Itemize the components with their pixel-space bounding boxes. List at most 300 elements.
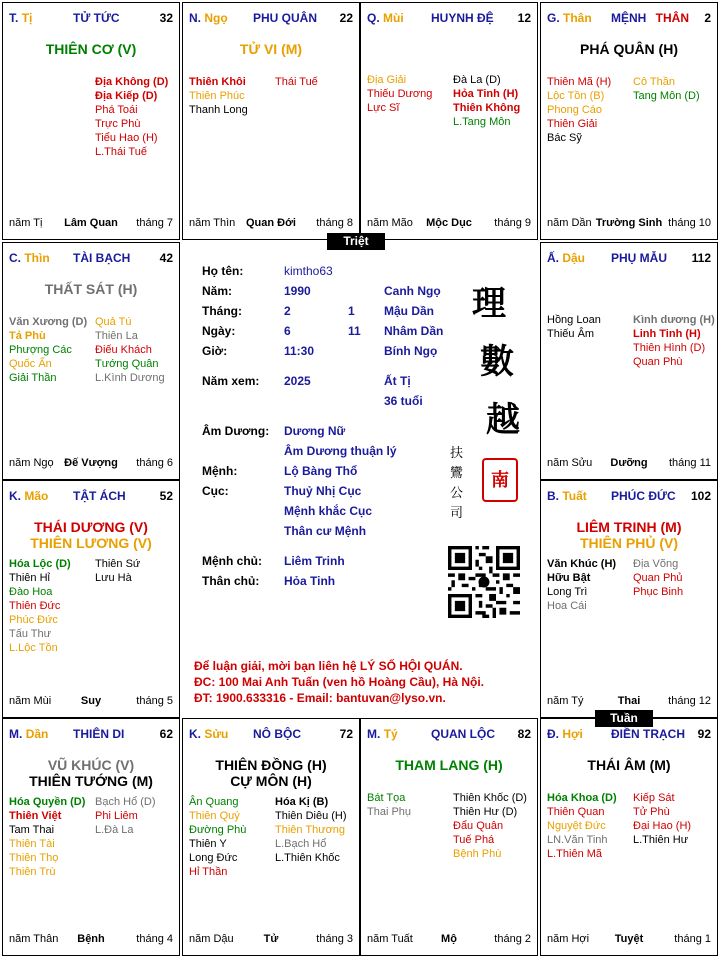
minor-star: Thiên Sứ bbox=[95, 558, 141, 570]
minor-star: Quan Phủ bbox=[633, 572, 683, 584]
main-star: THIÊN ĐỒNG (H) bbox=[215, 757, 327, 773]
tuan-tag: Tuần bbox=[595, 710, 653, 727]
month-label: tháng 9 bbox=[494, 217, 531, 229]
cuc-note-2: Thân cư Mệnh bbox=[284, 524, 367, 538]
trang-sinh: Đế Vượng bbox=[64, 457, 118, 469]
palace-footer bbox=[189, 933, 353, 947]
palace-footer bbox=[9, 217, 173, 231]
palace-name: MỆNH bbox=[611, 11, 647, 25]
trang-sinh: Dưỡng bbox=[610, 457, 648, 469]
month-label: tháng 7 bbox=[136, 217, 173, 229]
minor-star: Phong Cáo bbox=[547, 104, 603, 116]
minor-star: Lưu Hà bbox=[95, 572, 132, 584]
minor-star: Thiên Mã (H) bbox=[547, 76, 612, 88]
year-label: năm Ngọ bbox=[9, 457, 54, 469]
palace-name: PHÚC ĐỨC bbox=[611, 489, 676, 503]
palace-ti[interactable] bbox=[2, 2, 180, 240]
main-star: THẤT SÁT (H) bbox=[44, 281, 138, 297]
palace-header bbox=[547, 727, 711, 743]
thang-label: Tháng: bbox=[202, 304, 242, 318]
minor-star: L.Bạch Hổ bbox=[275, 838, 327, 850]
minor-star: Văn Khúc (H) bbox=[547, 558, 617, 570]
ho-ten-label: Họ tên: bbox=[202, 264, 244, 278]
right-stars bbox=[633, 557, 683, 599]
calligraphy-char-1: 理 bbox=[472, 284, 506, 324]
palace-number: 82 bbox=[517, 727, 531, 741]
ngay-value: 6 bbox=[284, 324, 291, 338]
year-label: năm Dậu bbox=[189, 933, 234, 945]
month-label: tháng 2 bbox=[494, 933, 531, 945]
minor-star: Hỉ Thần bbox=[189, 866, 228, 878]
main-star: VŨ KHÚC (V) bbox=[47, 757, 135, 773]
palace-header bbox=[367, 727, 531, 743]
ngay-label: Ngày: bbox=[202, 324, 236, 338]
left-stars bbox=[367, 791, 411, 819]
minor-star: Hóa Kị (B) bbox=[275, 796, 329, 808]
month-label: tháng 10 bbox=[668, 217, 711, 229]
main-star: THIÊN TƯỚNG (M) bbox=[29, 773, 153, 789]
minor-star: Ân Quang bbox=[189, 796, 239, 808]
palace-name: TÀI BẠCH bbox=[73, 251, 131, 265]
minor-star: Phi Liêm bbox=[95, 810, 138, 822]
minor-star: Quả Tú bbox=[95, 316, 132, 328]
can-chi bbox=[367, 727, 398, 741]
can-label: M. bbox=[9, 727, 23, 741]
minor-star: Linh Tinh (H) bbox=[633, 328, 701, 340]
minor-star: Bát Tọa bbox=[367, 792, 406, 804]
minor-star: Thiên Quan bbox=[547, 806, 605, 818]
trang-sinh: Thai bbox=[617, 695, 641, 707]
main-star: THÁI DƯƠNG (V) bbox=[34, 519, 148, 535]
thang-am-lich: 1 bbox=[348, 304, 355, 318]
minor-star: Quan Phù bbox=[633, 356, 683, 368]
right-stars bbox=[633, 75, 700, 103]
center-info-panel bbox=[180, 240, 538, 718]
minor-star: Lộc Tồn (B) bbox=[547, 90, 605, 102]
year-label: năm Thìn bbox=[189, 217, 236, 229]
minor-star: Thiên Hỉ bbox=[9, 572, 50, 584]
contact-address: ĐC: 100 Mai Anh Tuấn (ven hồ Hoàng Cầu), Hà Nội. bbox=[194, 675, 485, 689]
palace-name: QUAN LỘC bbox=[431, 727, 495, 741]
minor-star: Phúc Đức bbox=[9, 614, 58, 626]
gio-can-chi: Bính Ngọ bbox=[384, 344, 438, 358]
main-stars bbox=[541, 757, 717, 773]
right-stars bbox=[453, 73, 520, 129]
palace-header bbox=[547, 11, 711, 27]
minor-star: Thiên Khốc (D) bbox=[453, 792, 527, 804]
minor-star: L.Lộc Tồn bbox=[9, 642, 58, 654]
main-star: THÁI ÂM (M) bbox=[587, 757, 671, 773]
right-stars bbox=[95, 75, 168, 159]
palace-number: 92 bbox=[697, 727, 711, 741]
minor-star: Thiên Khôi bbox=[189, 76, 246, 88]
minor-star: Phá Toái bbox=[95, 104, 138, 116]
trang-sinh: Lâm Quan bbox=[64, 217, 118, 229]
palace-footer bbox=[9, 933, 173, 947]
minor-star: Thiên Hư (D) bbox=[453, 806, 518, 818]
menh-chu-value: Liêm Trinh bbox=[284, 554, 345, 568]
minor-star: Tử Phù bbox=[633, 806, 670, 818]
can-label: K. bbox=[189, 727, 201, 741]
chi-label: Tuất bbox=[562, 489, 587, 503]
year-label: năm Thân bbox=[9, 933, 59, 945]
cuc-value: Thuỷ Nhị Cục bbox=[284, 484, 362, 498]
palace-footer bbox=[547, 457, 711, 471]
than-badge: THÂN bbox=[655, 11, 689, 25]
minor-star: Điếu Khách bbox=[95, 344, 152, 356]
chi-label: Mùi bbox=[383, 11, 404, 25]
ngay-am-lich: 11 bbox=[348, 324, 361, 338]
can-chi bbox=[9, 11, 32, 25]
trang-sinh: Tuyệt bbox=[614, 933, 644, 945]
chi-label: Thìn bbox=[24, 251, 50, 265]
main-stars bbox=[3, 757, 179, 789]
can-label: B. bbox=[547, 489, 559, 503]
minor-star: Cô Thần bbox=[633, 76, 675, 88]
left-stars bbox=[189, 75, 248, 117]
minor-star: Đẩu Quân bbox=[453, 820, 504, 832]
minor-star: L.Thiên Hư bbox=[633, 834, 689, 846]
palace-suu[interactable] bbox=[182, 718, 360, 956]
minor-star: Địa Không (D) bbox=[95, 76, 169, 88]
can-chi bbox=[189, 11, 228, 25]
minor-star: L.Thiên Khốc bbox=[275, 852, 340, 864]
minor-star: L.Tang Môn bbox=[453, 116, 511, 128]
can-chi bbox=[547, 11, 592, 25]
calligraphy-char-2: 數 bbox=[480, 342, 514, 382]
main-star: PHÁ QUÂN (H) bbox=[580, 41, 678, 57]
left-stars bbox=[547, 791, 617, 861]
main-stars bbox=[183, 757, 359, 789]
month-label: tháng 6 bbox=[136, 457, 173, 469]
palace-header bbox=[9, 489, 173, 505]
trang-sinh: Mộc Dục bbox=[426, 217, 472, 229]
palace-header bbox=[367, 11, 531, 27]
can-chi bbox=[547, 489, 587, 503]
nam-xem-label: Năm xem: bbox=[202, 374, 260, 388]
can-label: K. bbox=[9, 489, 21, 503]
contact-block bbox=[194, 658, 484, 706]
gio-value: 11:30 bbox=[284, 344, 315, 358]
month-label: tháng 12 bbox=[668, 695, 711, 707]
minor-star: Thiếu Dương bbox=[367, 88, 433, 100]
minor-star: Thiên Thọ bbox=[9, 852, 59, 864]
minor-star: Kiếp Sát bbox=[633, 792, 675, 804]
palace-footer bbox=[367, 217, 531, 231]
minor-star: Giải Thần bbox=[9, 372, 57, 384]
palace-header bbox=[189, 11, 353, 27]
ho-ten-value: kimtho63 bbox=[284, 264, 333, 278]
month-label: tháng 1 bbox=[674, 933, 711, 945]
palace-footer bbox=[9, 457, 173, 471]
main-stars bbox=[3, 519, 179, 551]
minor-star: Hoa Cái bbox=[547, 600, 587, 612]
year-label: năm Mão bbox=[367, 217, 413, 229]
palace-number: 2 bbox=[704, 11, 711, 25]
can-chi bbox=[547, 727, 583, 741]
right-stars bbox=[95, 795, 156, 837]
gio-label: Giờ: bbox=[202, 344, 228, 358]
small-char-1: 扶 bbox=[450, 446, 464, 461]
palace-name: TỬ TỨC bbox=[73, 11, 120, 25]
chi-label: Dậu bbox=[562, 251, 586, 265]
palace-hoi[interactable] bbox=[540, 718, 718, 956]
am-duong-label: Âm Dương: bbox=[202, 424, 270, 438]
minor-star: Hóa Quyền (D) bbox=[9, 796, 86, 808]
nam-xem-can-chi: Ất Tị bbox=[384, 374, 411, 388]
year-label: năm Mùi bbox=[9, 695, 52, 707]
can-chi bbox=[9, 251, 50, 265]
can-chi bbox=[9, 489, 48, 503]
palace-mao[interactable] bbox=[2, 480, 180, 718]
minor-star: Hồng Loan bbox=[547, 314, 601, 326]
than-chu-label: Thân chủ: bbox=[202, 574, 260, 588]
right-stars bbox=[633, 313, 715, 369]
trang-sinh: Bệnh bbox=[77, 933, 105, 945]
palace-number: 72 bbox=[339, 727, 353, 741]
palace-number: 102 bbox=[690, 489, 711, 503]
minor-star: Thiên Hình (D) bbox=[633, 342, 706, 354]
palace-number: 62 bbox=[159, 727, 173, 741]
small-char-3: 公 bbox=[450, 486, 464, 501]
can-chi bbox=[547, 251, 585, 265]
minor-star: Phượng Các bbox=[9, 344, 72, 356]
minor-star: Tam Thai bbox=[9, 824, 55, 836]
minor-star: Thiên Quý bbox=[189, 810, 240, 822]
palace-dan[interactable] bbox=[2, 718, 180, 956]
chi-label: Tý bbox=[383, 727, 398, 741]
minor-star: Trực Phù bbox=[95, 118, 141, 130]
minor-star: Nguyệt Đức bbox=[547, 820, 606, 832]
palace-header bbox=[9, 727, 173, 743]
can-label: C. bbox=[9, 251, 21, 265]
palace-number: 52 bbox=[159, 489, 173, 503]
qr-code[interactable] bbox=[448, 546, 520, 618]
main-star: THIÊN LƯƠNG (V) bbox=[30, 535, 152, 551]
red-seal: 南 bbox=[482, 458, 518, 502]
minor-star: Đào Hoa bbox=[9, 586, 53, 598]
year-label: năm Tý bbox=[547, 695, 584, 707]
palace-header bbox=[547, 251, 711, 267]
minor-star: Thiên Phúc bbox=[189, 90, 245, 102]
minor-star: Tang Môn (D) bbox=[633, 90, 700, 102]
tuoi-value: 36 tuổi bbox=[384, 394, 423, 408]
minor-star: Thiên Trù bbox=[9, 866, 56, 878]
minor-star: Thiếu Âm bbox=[547, 328, 595, 340]
minor-star: Tiểu Hao (H) bbox=[95, 132, 158, 144]
minor-star: Hóa Khoa (D) bbox=[547, 792, 617, 804]
year-label: năm Dần bbox=[547, 217, 592, 229]
main-star: THIÊN CƠ (V) bbox=[45, 41, 137, 57]
palace-name: ĐIỀN TRẠCH bbox=[611, 727, 685, 741]
chi-label: Hợi bbox=[562, 727, 583, 741]
trang-sinh: Trường Sinh bbox=[595, 217, 663, 229]
minor-star: Long Đức bbox=[189, 852, 238, 864]
main-star: THIÊN PHỦ (V) bbox=[580, 535, 678, 551]
minor-star: Bác Sỹ bbox=[547, 132, 582, 144]
palace-name: TẬT ÁCH bbox=[73, 489, 126, 503]
minor-star: Kình dương (H) bbox=[633, 314, 715, 326]
palace-name: HUYNH ĐỆ bbox=[431, 11, 494, 25]
chi-label: Ngọ bbox=[204, 11, 228, 25]
minor-star: L.Đà La bbox=[95, 824, 134, 836]
minor-star: Tuế Phá bbox=[453, 834, 495, 846]
minor-star: L.Thiên Mã bbox=[547, 848, 603, 860]
minor-star: Hóa Lộc (D) bbox=[9, 558, 71, 570]
month-label: tháng 3 bbox=[316, 933, 353, 945]
am-duong-note: Âm Dương thuận lý bbox=[284, 444, 397, 458]
palace-dau[interactable] bbox=[540, 242, 718, 480]
left-stars bbox=[367, 73, 432, 115]
palace-number: 32 bbox=[159, 11, 173, 25]
trang-sinh: Tử bbox=[263, 933, 279, 945]
can-label: Ấ. bbox=[547, 251, 559, 265]
palace-number: 22 bbox=[339, 11, 353, 25]
main-star: TỬ VI (M) bbox=[239, 41, 303, 57]
can-label: Q. bbox=[367, 11, 380, 25]
palace-footer bbox=[547, 695, 711, 709]
minor-star: Bạch Hổ (D) bbox=[95, 796, 156, 808]
palace-footer bbox=[367, 933, 531, 947]
nam-label: Năm: bbox=[202, 284, 233, 298]
minor-star: Tả Phù bbox=[9, 330, 46, 342]
chi-label: Thân bbox=[563, 11, 592, 25]
main-stars bbox=[3, 281, 179, 297]
am-duong-value: Dương Nữ bbox=[284, 424, 346, 438]
palace-number: 12 bbox=[517, 11, 531, 25]
palace-name: THIÊN DI bbox=[73, 727, 125, 741]
can-chi bbox=[189, 727, 228, 741]
minor-star: Quốc Ấn bbox=[9, 358, 52, 370]
chi-label: Dần bbox=[25, 727, 49, 741]
minor-star: Đường Phù bbox=[189, 824, 247, 836]
palace-name: PHU QUÂN bbox=[253, 11, 318, 25]
minor-star: Thái Tuế bbox=[275, 76, 318, 88]
palace-footer bbox=[9, 695, 173, 709]
minor-star: Địa Kiếp (D) bbox=[95, 90, 158, 102]
main-stars bbox=[183, 41, 359, 57]
small-char-4: 司 bbox=[450, 506, 464, 521]
trang-sinh: Suy bbox=[80, 695, 102, 707]
minor-star: Hữu Bật bbox=[547, 572, 591, 584]
minor-star: LN.Văn Tinh bbox=[547, 834, 608, 846]
palace-thin[interactable] bbox=[2, 242, 180, 480]
palace-header bbox=[9, 11, 173, 27]
right-stars bbox=[95, 315, 165, 385]
minor-star: Thiên La bbox=[95, 330, 138, 342]
palace-ty[interactable] bbox=[360, 718, 538, 956]
month-label: tháng 8 bbox=[316, 217, 353, 229]
left-stars bbox=[9, 795, 85, 879]
left-stars bbox=[189, 795, 246, 879]
minor-star: Địa Giải bbox=[367, 74, 407, 86]
than-chu-value: Hỏa Tinh bbox=[284, 574, 336, 588]
minor-star: Thiên Y bbox=[189, 838, 227, 850]
palace-number: 42 bbox=[159, 251, 173, 265]
minor-star: Long Trì bbox=[547, 586, 588, 598]
can-chi bbox=[367, 11, 404, 25]
palace-name: NÔ BỘC bbox=[253, 727, 301, 741]
minor-star: Thiên Giải bbox=[547, 118, 598, 130]
can-label: G. bbox=[547, 11, 560, 25]
contact-phone-email[interactable]: ĐT: 1900.633316 - Email: bantuvan@lyso.vn. bbox=[194, 691, 446, 705]
main-stars bbox=[541, 519, 717, 551]
cuc-label: Cục: bbox=[202, 484, 229, 498]
minor-star: Tấu Thư bbox=[9, 628, 52, 640]
minor-star: Lực Sĩ bbox=[367, 102, 400, 114]
left-stars bbox=[547, 75, 611, 145]
calligraphy-char-3: 越 bbox=[486, 400, 520, 440]
minor-star: L.Kình Dương bbox=[95, 372, 165, 384]
triet-tag: Triệt bbox=[327, 233, 385, 250]
year-label: năm Sửu bbox=[547, 457, 593, 469]
palace-header bbox=[547, 489, 711, 505]
minor-star: Địa Võng bbox=[633, 558, 679, 570]
main-star: THAM LANG (H) bbox=[395, 757, 503, 773]
minor-star: L.Thái Tuế bbox=[95, 146, 147, 158]
nam-xem-value: 2025 bbox=[284, 374, 311, 388]
main-stars bbox=[3, 41, 179, 57]
right-stars bbox=[275, 75, 318, 89]
chi-label: Mão bbox=[24, 489, 49, 503]
left-stars bbox=[9, 315, 87, 385]
palace-ngo[interactable] bbox=[182, 2, 360, 240]
cuc-note-1: Mệnh khắc Cục bbox=[284, 504, 373, 518]
left-stars bbox=[9, 557, 71, 655]
month-label: tháng 5 bbox=[136, 695, 173, 707]
menh-chu-label: Mệnh chủ: bbox=[202, 554, 262, 568]
can-label: M. bbox=[367, 727, 381, 741]
minor-star: Thiên Tài bbox=[9, 838, 55, 850]
right-stars bbox=[95, 557, 140, 585]
can-chi bbox=[9, 727, 48, 741]
minor-star: Đà La (D) bbox=[453, 74, 501, 86]
palace-tuat[interactable] bbox=[540, 480, 718, 718]
contact-line-1: Để luận giải, mời bạn liên hệ LÝ SỐ HỘI QUÁN. bbox=[194, 659, 463, 673]
year-label: năm Tị bbox=[9, 217, 43, 229]
right-stars bbox=[275, 795, 347, 865]
year-label: năm Tuất bbox=[367, 933, 413, 945]
palace-mui[interactable] bbox=[360, 2, 538, 240]
minor-star: Thiên Thương bbox=[275, 824, 346, 836]
trang-sinh: Mộ bbox=[441, 933, 457, 945]
palace-name: PHỤ MẪU bbox=[611, 251, 667, 265]
palace-footer bbox=[547, 933, 711, 947]
minor-star: Thiên Việt bbox=[9, 810, 62, 822]
palace-than[interactable] bbox=[540, 2, 718, 240]
left-stars bbox=[547, 557, 616, 613]
thang-can-chi: Mậu Dần bbox=[384, 304, 435, 318]
ngay-can-chi: Nhâm Dần bbox=[384, 324, 444, 338]
main-star: LIÊM TRINH (M) bbox=[576, 519, 682, 535]
can-label: N. bbox=[189, 11, 201, 25]
main-star: CỰ MÔN (H) bbox=[230, 773, 312, 789]
thang-value: 2 bbox=[284, 304, 291, 318]
minor-star: Thiên Không bbox=[453, 102, 521, 114]
menh-label: Mệnh: bbox=[202, 464, 238, 478]
main-stars bbox=[541, 41, 717, 57]
palace-footer bbox=[189, 217, 353, 231]
main-stars bbox=[361, 757, 537, 773]
right-stars bbox=[633, 791, 691, 847]
palace-header bbox=[9, 251, 173, 267]
nam-value: 1990 bbox=[284, 284, 311, 298]
chi-label: Sửu bbox=[204, 727, 229, 741]
right-stars bbox=[453, 791, 527, 861]
minor-star: Phục Binh bbox=[633, 586, 684, 598]
month-label: tháng 4 bbox=[136, 933, 173, 945]
minor-star: Thai Phụ bbox=[367, 806, 412, 818]
